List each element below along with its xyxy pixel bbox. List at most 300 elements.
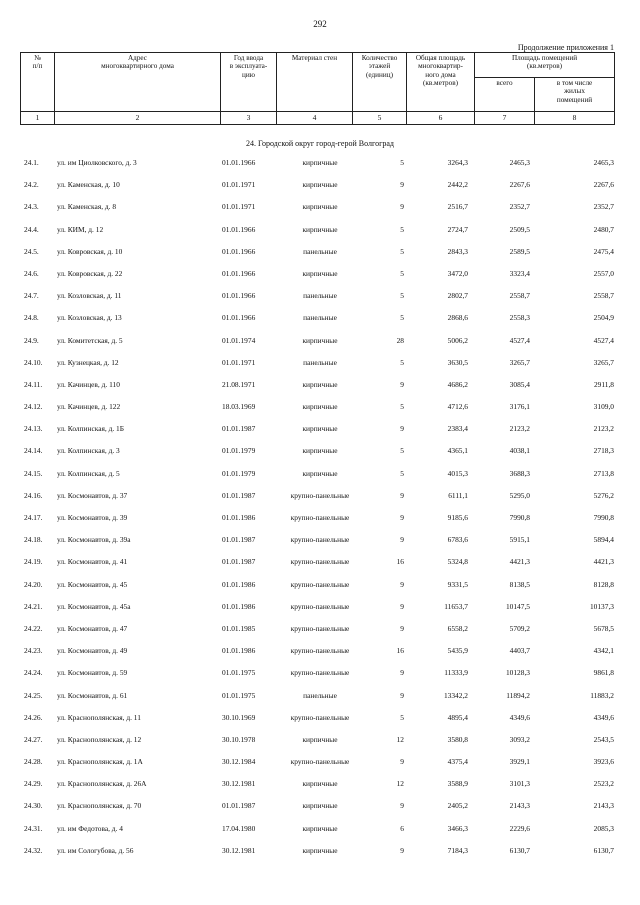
table-row bbox=[0, 684, 640, 706]
row-number: 24.7. bbox=[24, 291, 39, 301]
table-row bbox=[0, 639, 640, 661]
area-residential: 11883,2 bbox=[590, 690, 614, 700]
row-number: 24.28. bbox=[24, 757, 43, 767]
floors: 5 bbox=[400, 712, 404, 722]
total-area: 4015,3 bbox=[447, 468, 468, 478]
table-row bbox=[0, 439, 640, 461]
table-row bbox=[0, 728, 640, 750]
table-row bbox=[0, 550, 640, 572]
floors: 9 bbox=[400, 757, 404, 767]
floors: 9 bbox=[400, 202, 404, 212]
table-row bbox=[0, 173, 640, 195]
material: кирпичные bbox=[302, 779, 338, 789]
row-number: 24.14. bbox=[24, 446, 43, 456]
total-area: 4686,2 bbox=[447, 379, 468, 389]
material: кирпичные bbox=[302, 379, 338, 389]
year: 21.08.1971 bbox=[222, 379, 256, 389]
floors: 9 bbox=[400, 668, 404, 678]
material: панельные bbox=[303, 246, 337, 256]
address: ул. КИМ, д. 12 bbox=[57, 224, 104, 234]
floors: 9 bbox=[400, 424, 404, 434]
area-all: 10128,3 bbox=[505, 668, 530, 678]
floors: 9 bbox=[400, 513, 404, 522]
address: ул. Колпинская, д. 5 bbox=[57, 468, 120, 478]
year: 01.01.1975 bbox=[222, 668, 256, 678]
year: 30.12.1981 bbox=[222, 845, 256, 855]
material: панельные bbox=[303, 313, 337, 323]
address: ул. Космонавтов, д. 39 bbox=[57, 513, 128, 522]
header-floors: Количество этажей (единиц) bbox=[353, 53, 407, 112]
floors: 5 bbox=[400, 291, 404, 301]
year: 01.01.1987 bbox=[222, 424, 256, 434]
address: ул. им Циолковского, д. 3 bbox=[57, 158, 137, 167]
row-number: 24.24. bbox=[24, 668, 43, 678]
table-row bbox=[0, 772, 640, 794]
row-number: 24.3. bbox=[24, 202, 39, 212]
area-all: 2509,5 bbox=[509, 224, 530, 234]
table-row bbox=[0, 240, 640, 262]
total-area: 3466,3 bbox=[447, 823, 468, 833]
row-number: 24.9. bbox=[24, 335, 39, 345]
total-area: 4375,4 bbox=[447, 757, 468, 767]
row-number: 24.12. bbox=[24, 402, 43, 412]
floors: 5 bbox=[400, 313, 404, 323]
floors: 5 bbox=[400, 446, 404, 456]
table-body bbox=[0, 151, 640, 861]
address: ул. Кузнецкая, д. 12 bbox=[57, 357, 119, 367]
material: кирпичные bbox=[302, 268, 338, 278]
continuation-note: Продолжение приложения 1 bbox=[517, 43, 614, 52]
floors: 12 bbox=[396, 734, 404, 744]
table-row bbox=[0, 262, 640, 284]
year: 01.01.1971 bbox=[222, 357, 256, 367]
header-year: Год ввода в эксплуата- цию bbox=[221, 53, 277, 112]
floors: 5 bbox=[400, 357, 404, 367]
material: кирпичные bbox=[302, 202, 338, 212]
area-all: 2267,6 bbox=[509, 180, 530, 190]
area-all: 2352,7 bbox=[509, 202, 530, 212]
address: ул. Колпинская, д. 1Б bbox=[57, 424, 124, 434]
area-all: 3093,2 bbox=[509, 734, 530, 744]
year: 01.01.1971 bbox=[222, 180, 256, 190]
area-all: 2123,2 bbox=[509, 424, 530, 434]
floors: 12 bbox=[396, 779, 404, 789]
year: 01.01.1966 bbox=[222, 313, 256, 323]
year: 01.01.1985 bbox=[222, 623, 256, 633]
material: крупно-панельные bbox=[290, 490, 350, 500]
floors: 28 bbox=[396, 335, 404, 345]
year: 01.01.1971 bbox=[222, 202, 256, 212]
year: 01.01.1986 bbox=[222, 513, 256, 522]
row-number: 24.21. bbox=[24, 601, 43, 611]
area-residential: 5678,5 bbox=[593, 623, 614, 633]
table-row bbox=[0, 573, 640, 595]
row-number: 24.26. bbox=[24, 712, 43, 722]
area-residential: 7990,8 bbox=[593, 513, 614, 522]
row-number: 24.32. bbox=[24, 845, 43, 855]
total-area: 9331,5 bbox=[447, 579, 468, 589]
material: кирпичные bbox=[302, 446, 338, 456]
total-area: 2868,6 bbox=[447, 313, 468, 323]
year: 30.12.1984 bbox=[222, 757, 256, 767]
address: ул. Козловская, д. 13 bbox=[57, 313, 122, 323]
total-area: 2724,7 bbox=[447, 224, 468, 234]
row-number: 24.17. bbox=[24, 513, 43, 522]
floors: 5 bbox=[400, 246, 404, 256]
table-row bbox=[0, 817, 640, 839]
total-area: 2516,7 bbox=[447, 202, 468, 212]
area-residential: 2523,2 bbox=[593, 779, 614, 789]
total-area: 2442,2 bbox=[447, 180, 468, 190]
address: ул. Космонавтов, д. 45 bbox=[57, 579, 128, 589]
total-area: 11333,9 bbox=[444, 668, 468, 678]
area-residential: 2480,7 bbox=[593, 224, 614, 234]
material: крупно-панельные bbox=[290, 579, 350, 589]
total-area: 4712,6 bbox=[447, 402, 468, 412]
material: крупно-панельные bbox=[290, 623, 350, 633]
column-number: 6 bbox=[407, 112, 475, 125]
address: ул. им Сологубова, д. 56 bbox=[57, 845, 134, 855]
address: ул. Краснополянская, д. 26А bbox=[57, 779, 147, 789]
year: 01.01.1974 bbox=[222, 335, 256, 345]
year: 01.01.1987 bbox=[222, 801, 256, 811]
material: кирпичные bbox=[302, 424, 338, 434]
table-row bbox=[0, 506, 640, 528]
area-residential: 3109,0 bbox=[593, 402, 614, 412]
total-area: 2843,3 bbox=[447, 246, 468, 256]
area-all: 11894,2 bbox=[506, 690, 530, 700]
area-all: 3929,1 bbox=[509, 757, 530, 767]
material: крупно-панельные bbox=[290, 535, 350, 545]
address: ул. Космонавтов, д. 47 bbox=[57, 623, 128, 633]
year: 17.04.1980 bbox=[222, 823, 256, 833]
address: ул. им Федотова, д. 4 bbox=[57, 823, 123, 833]
address: ул. Краснополянская, д. 1А bbox=[57, 757, 143, 767]
row-number: 24.30. bbox=[24, 801, 43, 811]
floors: 16 bbox=[396, 557, 404, 567]
area-residential: 2543,5 bbox=[593, 734, 614, 744]
row-number: 24.1. bbox=[24, 158, 39, 167]
area-residential: 4421,3 bbox=[593, 557, 614, 567]
header-residential: в том числе жилых помещений bbox=[535, 78, 615, 112]
material: панельные bbox=[303, 690, 337, 700]
total-area: 13342,2 bbox=[443, 690, 468, 700]
area-residential: 2123,2 bbox=[593, 424, 614, 434]
area-all: 2558,3 bbox=[509, 313, 530, 323]
address: ул. Космонавтов, д. 39а bbox=[57, 535, 131, 545]
address: ул. Космонавтов, д. 41 bbox=[57, 557, 128, 567]
table-row bbox=[0, 617, 640, 639]
address: ул. Краснополянская, д. 11 bbox=[57, 712, 141, 722]
area-residential: 5894,4 bbox=[593, 535, 614, 545]
area-residential: 4349,6 bbox=[593, 712, 614, 722]
column-number: 2 bbox=[55, 112, 221, 125]
total-area: 4895,4 bbox=[447, 712, 468, 722]
area-residential: 8128,8 bbox=[593, 579, 614, 589]
page-number: 292 bbox=[313, 19, 327, 29]
material: кирпичные bbox=[302, 801, 338, 811]
floors: 5 bbox=[400, 224, 404, 234]
address: ул. Краснополянская, д. 70 bbox=[57, 801, 142, 811]
row-number: 24.5. bbox=[24, 246, 39, 256]
year: 01.01.1966 bbox=[222, 246, 256, 256]
area-residential: 2713,8 bbox=[593, 468, 614, 478]
material: кирпичные bbox=[302, 845, 338, 855]
floors: 9 bbox=[400, 801, 404, 811]
area-residential: 2718,3 bbox=[593, 446, 614, 456]
year: 01.01.1987 bbox=[222, 557, 256, 567]
floors: 9 bbox=[400, 180, 404, 190]
total-area: 6111,1 bbox=[448, 490, 468, 500]
area-all: 2229,6 bbox=[509, 823, 530, 833]
table-row bbox=[0, 195, 640, 217]
total-area: 3264,3 bbox=[447, 158, 468, 167]
table-row bbox=[0, 351, 640, 373]
material: кирпичные bbox=[302, 180, 338, 190]
total-area: 7184,3 bbox=[447, 845, 468, 855]
section-title: 24. Городской округ город-герой Волгоград bbox=[246, 139, 394, 148]
area-residential: 2267,6 bbox=[593, 180, 614, 190]
area-all: 4403,7 bbox=[509, 646, 530, 656]
material: панельные bbox=[303, 291, 337, 301]
column-numbers-row bbox=[21, 112, 615, 125]
total-area: 9185,6 bbox=[447, 513, 468, 522]
table-row bbox=[0, 329, 640, 351]
material: крупно-панельные bbox=[290, 757, 350, 767]
total-area: 4365,1 bbox=[447, 446, 468, 456]
table-row bbox=[0, 462, 640, 484]
total-area: 5435,9 bbox=[447, 646, 468, 656]
floors: 16 bbox=[396, 646, 404, 656]
material: кирпичные bbox=[302, 224, 338, 234]
table-row bbox=[0, 151, 640, 173]
floors: 9 bbox=[400, 490, 404, 500]
year: 01.01.1975 bbox=[222, 690, 256, 700]
area-residential: 3265,7 bbox=[593, 357, 614, 367]
year: 01.01.1966 bbox=[222, 158, 256, 167]
area-residential: 3923,6 bbox=[593, 757, 614, 767]
row-number: 24.4. bbox=[24, 224, 39, 234]
area-all: 10147,5 bbox=[505, 601, 530, 611]
year: 01.01.1986 bbox=[222, 646, 256, 656]
floors: 9 bbox=[400, 845, 404, 855]
address: ул. Космонавтов, д. 61 bbox=[57, 690, 128, 700]
table-row bbox=[0, 661, 640, 683]
area-all: 3101,3 bbox=[509, 779, 530, 789]
header-num: № п/п bbox=[21, 53, 55, 112]
table-row bbox=[0, 706, 640, 728]
row-number: 24.6. bbox=[24, 268, 39, 278]
year: 30.10.1969 bbox=[222, 712, 256, 722]
area-all: 3176,1 bbox=[509, 402, 530, 412]
column-number: 8 bbox=[535, 112, 615, 125]
row-number: 24.2. bbox=[24, 180, 39, 190]
total-area: 2383,4 bbox=[447, 424, 468, 434]
row-number: 24.11. bbox=[24, 379, 43, 389]
column-number: 5 bbox=[353, 112, 407, 125]
column-number: 7 bbox=[475, 112, 535, 125]
header-total-area: Общая площадь многоквартир- ного дома (кв.метров) bbox=[407, 53, 475, 112]
address: ул. Ковровская, д. 22 bbox=[57, 268, 123, 278]
floors: 5 bbox=[400, 468, 404, 478]
year: 01.01.1987 bbox=[222, 490, 256, 500]
area-residential: 2143,3 bbox=[593, 801, 614, 811]
area-all: 3323,4 bbox=[509, 268, 530, 278]
address: ул. Краснополянская, д. 12 bbox=[57, 734, 142, 744]
address: ул. Космонавтов, д. 45а bbox=[57, 601, 131, 611]
total-area: 3588,9 bbox=[447, 779, 468, 789]
year: 01.01.1986 bbox=[222, 579, 256, 589]
table-row bbox=[0, 794, 640, 816]
row-number: 24.29. bbox=[24, 779, 43, 789]
table-row bbox=[0, 484, 640, 506]
material: кирпичные bbox=[302, 158, 338, 167]
table-row bbox=[0, 417, 640, 439]
table-row bbox=[0, 373, 640, 395]
area-all: 3265,7 bbox=[509, 357, 530, 367]
column-number: 4 bbox=[277, 112, 353, 125]
total-area: 2405,2 bbox=[447, 801, 468, 811]
year: 18.03.1969 bbox=[222, 402, 256, 412]
total-area: 6558,2 bbox=[447, 623, 468, 633]
area-all: 2143,3 bbox=[509, 801, 530, 811]
area-all: 5295,0 bbox=[509, 490, 530, 500]
area-all: 6130,7 bbox=[509, 845, 530, 855]
material: панельные bbox=[303, 357, 337, 367]
header-all: всего bbox=[475, 78, 535, 112]
total-area: 5006,2 bbox=[447, 335, 468, 345]
row-number: 24.10. bbox=[24, 357, 43, 367]
area-all: 2465,3 bbox=[509, 158, 530, 167]
year: 30.12.1981 bbox=[222, 779, 256, 789]
floors: 9 bbox=[400, 535, 404, 545]
address: ул. Каменская, д. 10 bbox=[57, 180, 120, 190]
address: ул. Космонавтов, д. 49 bbox=[57, 646, 128, 656]
material: кирпичные bbox=[302, 335, 338, 345]
address: ул. Качинцев, д. 110 bbox=[57, 379, 120, 389]
area-residential: 2085,3 bbox=[593, 823, 614, 833]
row-number: 24.25. bbox=[24, 690, 43, 700]
area-all: 5709,2 bbox=[509, 623, 530, 633]
material: крупно-панельные bbox=[290, 712, 350, 722]
area-residential: 6130,7 bbox=[593, 845, 614, 855]
column-number: 3 bbox=[221, 112, 277, 125]
total-area: 5324,8 bbox=[447, 557, 468, 567]
total-area: 2802,7 bbox=[447, 291, 468, 301]
row-number: 24.15. bbox=[24, 468, 43, 478]
address: ул. Качинцев, д. 122 bbox=[57, 402, 121, 412]
area-residential: 10137,3 bbox=[589, 601, 614, 611]
table-header bbox=[20, 52, 615, 125]
row-number: 24.27. bbox=[24, 734, 43, 744]
area-all: 4421,3 bbox=[509, 557, 530, 567]
year: 01.01.1966 bbox=[222, 268, 256, 278]
table-row bbox=[0, 839, 640, 861]
year: 01.01.1987 bbox=[222, 535, 256, 545]
address: ул. Каменская, д. 8 bbox=[57, 202, 117, 212]
row-number: 24.13. bbox=[24, 424, 43, 434]
year: 01.01.1966 bbox=[222, 291, 256, 301]
row-number: 24.20. bbox=[24, 579, 43, 589]
table-row bbox=[0, 306, 640, 328]
row-number: 24.8. bbox=[24, 313, 39, 323]
floors: 5 bbox=[400, 402, 404, 412]
area-residential: 2504,9 bbox=[593, 313, 614, 323]
floors: 9 bbox=[400, 601, 404, 611]
total-area: 3580,8 bbox=[447, 734, 468, 744]
area-all: 2589,5 bbox=[509, 246, 530, 256]
area-all: 4349,6 bbox=[509, 712, 530, 722]
year: 01.01.1986 bbox=[222, 601, 256, 611]
material: кирпичные bbox=[302, 468, 338, 478]
area-residential: 2465,3 bbox=[593, 158, 614, 167]
area-all: 4038,1 bbox=[509, 446, 530, 456]
table-row bbox=[0, 750, 640, 772]
area-residential: 2558,7 bbox=[593, 291, 614, 301]
table-row bbox=[0, 528, 640, 550]
area-all: 5915,1 bbox=[509, 535, 530, 545]
floors: 9 bbox=[400, 690, 404, 700]
year: 01.01.1966 bbox=[222, 224, 256, 234]
row-number: 24.22. bbox=[24, 623, 43, 633]
floors: 9 bbox=[400, 379, 404, 389]
material: крупно-панельные bbox=[290, 601, 350, 611]
year: 30.10.1978 bbox=[222, 734, 256, 744]
area-all: 8138,5 bbox=[509, 579, 530, 589]
material: крупно-панельные bbox=[290, 557, 350, 567]
total-area: 6783,6 bbox=[447, 535, 468, 545]
table-row bbox=[0, 395, 640, 417]
floors: 5 bbox=[400, 268, 404, 278]
area-all: 4527,4 bbox=[509, 335, 530, 345]
material: крупно-панельные bbox=[290, 646, 350, 656]
area-residential: 2352,7 bbox=[593, 202, 614, 212]
row-number: 24.19. bbox=[24, 557, 43, 567]
table-row bbox=[0, 218, 640, 240]
floors: 9 bbox=[400, 579, 404, 589]
table-row bbox=[0, 284, 640, 306]
material: крупно-панельные bbox=[290, 668, 350, 678]
material: кирпичные bbox=[302, 823, 338, 833]
area-residential: 4527,4 bbox=[593, 335, 614, 345]
material: крупно-панельные bbox=[290, 513, 350, 522]
column-number: 1 bbox=[21, 112, 55, 125]
header-material: Материал стен bbox=[277, 53, 353, 112]
address: ул. Космонавтов, д. 59 bbox=[57, 668, 128, 678]
year: 01.01.1979 bbox=[222, 446, 256, 456]
address: ул. Козловская, д. 11 bbox=[57, 291, 122, 301]
header-address: Адрес многоквартирного дома bbox=[55, 53, 221, 112]
area-residential: 2557,0 bbox=[593, 268, 614, 278]
address: ул. Колпинская, д. 3 bbox=[57, 446, 120, 456]
total-area: 3630,5 bbox=[447, 357, 468, 367]
area-all: 3085,4 bbox=[509, 379, 530, 389]
floors: 5 bbox=[400, 158, 404, 167]
material: кирпичные bbox=[302, 734, 338, 744]
row-number: 24.31. bbox=[24, 823, 43, 833]
total-area: 11653,7 bbox=[444, 601, 468, 611]
area-all: 7990,8 bbox=[509, 513, 530, 522]
address: ул. Ковровская, д. 10 bbox=[57, 246, 123, 256]
material: кирпичные bbox=[302, 402, 338, 412]
area-residential: 4342,1 bbox=[593, 646, 614, 656]
row-number: 24.16. bbox=[24, 490, 43, 500]
area-residential: 2475,4 bbox=[593, 246, 614, 256]
floors: 6 bbox=[400, 823, 404, 833]
year: 01.01.1979 bbox=[222, 468, 256, 478]
row-number: 24.23. bbox=[24, 646, 43, 656]
header-premises: Площадь помещений (кв.метров) bbox=[475, 53, 615, 78]
